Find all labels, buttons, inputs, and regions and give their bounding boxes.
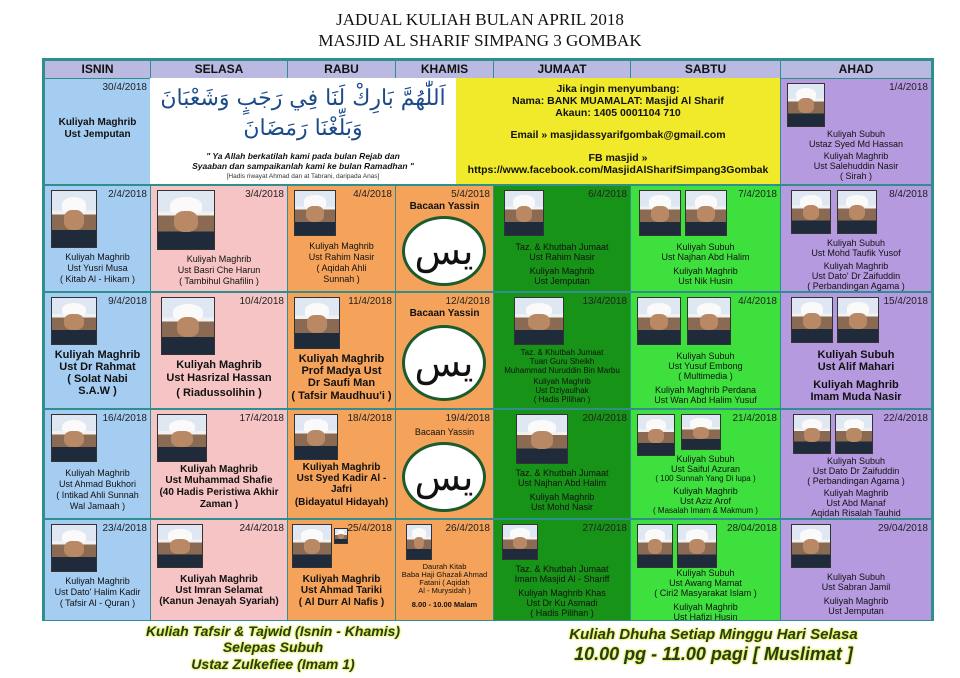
cell-line: Kuliyah Subuh — [676, 351, 735, 361]
cell-line: Kuliyah Maghrib — [823, 151, 889, 161]
cell-line: Taz. & Khutbah Jumaat — [520, 348, 604, 357]
cell-line: Kuliyah Maghrib — [180, 574, 258, 585]
speaker-photo — [637, 414, 675, 456]
dua-translation — [156, 151, 450, 171]
header-isnin: ISNIN — [45, 61, 150, 78]
footer-tafsir — [58, 623, 488, 675]
cell-line: Kuliyah Maghrib — [65, 576, 130, 586]
cell-line: Ust Yusuf Embong — [668, 361, 743, 371]
cell-line: Ust Mohd Nasir — [530, 502, 593, 512]
speaker-photo — [837, 190, 877, 234]
header-selasa: SELASA — [151, 61, 287, 78]
header-khamis: KHAMIS — [396, 61, 493, 78]
cell-selasa-w4 — [151, 410, 287, 518]
donation-line: Jika ingin menyumbang: — [556, 83, 680, 95]
cell-line: Ust Dato Dr Zaifuddin — [812, 466, 900, 476]
cell-khamis-w2 — [396, 186, 493, 291]
cell-line: Kuliyah Subuh — [826, 572, 886, 582]
cell-date: 16/4/2018 — [102, 413, 147, 424]
dua-translation-line2: Syaaban dan sampaikanlah kami ke bulan Ramadhan " — [192, 161, 414, 171]
cell-line: Ust Nik Husin — [678, 276, 733, 286]
header-rabu: RABU — [288, 61, 395, 78]
cell-isnin-w1 — [45, 79, 150, 184]
cell-line: Ustaz Syed Md Hassan — [808, 139, 904, 149]
cell-date: 17/4/2018 — [239, 413, 284, 424]
cell-line: Ust Ahmad Tariki — [300, 585, 383, 596]
cell-line: Ust Dziyaulhak — [535, 386, 589, 395]
cell-line: Ust Jemputan — [828, 606, 884, 616]
dua-panel — [150, 78, 456, 184]
footer-left-line2: Selepas Subuh — [222, 639, 324, 655]
cell-line: Kuliyah Maghrib — [180, 464, 258, 475]
cell-line: Kuliyah Maghrib — [823, 261, 889, 271]
speaker-photo — [677, 524, 717, 568]
cell-date: 18/4/2018 — [347, 413, 392, 424]
cell-line: Kuliyah Maghrib — [823, 488, 889, 498]
cell-date: 28/04/2018 — [726, 523, 777, 534]
cell-line: Ust Hasrizal Hassan — [166, 372, 272, 384]
yasin-emblem: يس — [402, 325, 486, 401]
cell-line: Zaman ) — [199, 499, 239, 510]
cell-line: Kuliyah Maghrib — [673, 602, 738, 612]
cell-line: Ust Dr Ku Asmadi — [526, 598, 598, 608]
cell-line: ( Al Durr Al Nafis ) — [298, 597, 385, 608]
cell-line: Ust Dato' Dr Zaifuddin — [811, 271, 901, 281]
cell-line: Ust Muhammad Shafie — [165, 475, 273, 486]
donation-email: Email » masjidassyarifgombak@gmail.com — [510, 129, 726, 141]
speaker-photo — [685, 190, 727, 236]
speaker-photo — [637, 524, 673, 568]
cell-line: ( Tafsir Maudhuu'i ) — [291, 390, 392, 402]
cell-rabu-w3 — [288, 293, 395, 408]
donation-bank: Nama: BANK MUAMALAT: Masjid Al Sharif — [512, 95, 724, 107]
cell-date: 3/4/2018 — [245, 189, 284, 200]
cell-date: 25/4/2018 — [347, 523, 392, 534]
cell-isnin-w5 — [45, 520, 150, 620]
cell-line: Ust Alif Mahari — [817, 361, 895, 373]
cell-isnin-w4 — [45, 410, 150, 518]
cell-date: 11/4/2018 — [348, 296, 392, 307]
cell-line: Kuliyah Subuh — [676, 242, 735, 252]
cell-ahad-w3 — [781, 293, 931, 408]
donation-fb-label: FB masjid » — [588, 152, 648, 164]
cell-line: Prof Madya Ust — [301, 365, 382, 377]
cell-date: 19/4/2018 — [445, 413, 490, 424]
cell-line: Ust Ahmad Bukhori — [58, 479, 137, 489]
cell-sabtu-w5 — [631, 520, 780, 620]
cell-line: Wal Jamaah ) — [69, 501, 126, 511]
cell-date: 15/4/2018 — [883, 296, 928, 307]
header-ahad: AHAD — [781, 61, 931, 78]
cell-line: Jafri — [330, 484, 353, 495]
cell-line: Ust Jemputan — [64, 129, 131, 140]
cell-khamis-w5 — [396, 520, 493, 620]
cell-date: 7/4/2018 — [738, 189, 777, 200]
cell-line: (40 Hadis Peristiwa Akhir — [159, 487, 279, 498]
speaker-photo — [502, 524, 538, 560]
speaker-photo — [161, 297, 215, 355]
speaker-photo — [406, 524, 432, 560]
speaker-photo — [294, 414, 338, 460]
cell-line: Dr Saufi Man — [307, 377, 376, 389]
speaker-photo — [687, 297, 731, 345]
cell-line: Ust Basri Che Harun — [177, 265, 261, 275]
cell-date: 10/4/2018 — [239, 296, 284, 307]
cell-line: Kuliyah Maghrib — [823, 596, 889, 606]
cell-line: ( Hadis Pilihan ) — [530, 608, 594, 618]
cell-date: 24/4/2018 — [239, 523, 284, 534]
speaker-photo — [837, 297, 879, 343]
cell-line: Kuliyah Subuh — [817, 349, 895, 361]
cell-rabu-w5 — [288, 520, 395, 620]
cell-line: Kuliyah Maghrib — [813, 379, 899, 391]
cell-line: Imam Muda Nasir — [810, 391, 902, 403]
cell-date: 2/4/2018 — [108, 189, 147, 200]
cell-line: Kuliyah Maghrib — [176, 359, 262, 371]
cell-line: Ust Dr Rahmat — [59, 361, 136, 373]
donation-fb-link[interactable]: https://www.facebook.com/MasjidAlSharifSimpang3Gombak — [467, 164, 769, 176]
cell-date: 13/4/2018 — [582, 296, 627, 307]
cell-line: ( Kitab Al - Hikam ) — [59, 274, 135, 284]
cell-line: Al - Murysidah ) — [418, 586, 471, 595]
cell-sabtu-w4 — [631, 410, 780, 518]
cell-line: Ust Imran Selamat — [175, 585, 263, 596]
cell-line: Ust Awang Mamat — [669, 578, 742, 588]
cell-date: 27/4/2018 — [582, 523, 627, 534]
cell-line: (Kanun Jenayah Syariah) — [159, 596, 279, 607]
speaker-photo — [294, 190, 336, 236]
cell-jumaat-w4 — [494, 410, 630, 518]
speaker-photo — [516, 414, 568, 464]
cell-line: Ust Yusri Musa — [67, 263, 128, 273]
cell-line: Kuliyah Maghrib — [529, 266, 595, 276]
dua-arabic — [156, 84, 450, 144]
page-title: JADUAL KULIAH BULAN APRIL 2018 — [336, 10, 624, 29]
header-jumaat: JUMAAT — [494, 61, 630, 78]
cell-line: Ust Jemputan — [534, 276, 590, 286]
cell-line: Taz. & Khutbah Jumaat — [515, 564, 609, 574]
cell-line: 8.00 - 10.00 Malam — [411, 600, 478, 609]
cell-line: Aqidah Risalah Tauhid — [811, 508, 901, 518]
cell-line: S.A.W ) — [78, 385, 117, 397]
cell-jumaat-w3 — [494, 293, 630, 408]
cell-line: Kuliyah Maghrib — [673, 486, 738, 496]
cell-ahad-w4 — [781, 410, 931, 518]
cell-line: Kuliyah Maghrib — [529, 492, 595, 502]
cell-line: Bacaan Yassin — [409, 201, 480, 212]
cell-line: Kuliyah Maghrib — [302, 574, 381, 585]
footer-left-line1: Kuliah Tafsir & Tajwid (Isnin - Khamis) — [145, 623, 401, 639]
speaker-photo — [787, 83, 825, 127]
cell-line: Kuliyah Maghrib — [298, 353, 385, 365]
cell-line: Kuliyah Maghrib — [309, 241, 374, 251]
speaker-photo — [51, 297, 97, 345]
speaker-photo — [791, 297, 833, 343]
cell-line: Ust Salehuddin Nasir — [813, 161, 899, 171]
cell-ahad-w1 — [781, 79, 931, 184]
speaker-photo — [835, 414, 873, 454]
cell-line: Kuliyah Maghrib — [65, 468, 130, 478]
cell-line: Kuliyah Maghrib — [54, 349, 141, 361]
speaker-photo — [791, 190, 831, 234]
cell-date: 29/04/2018 — [877, 523, 928, 534]
cell-line: ( Perbandingan Agama ) — [807, 281, 905, 291]
cell-line: ( Ciri2 Masyarakat Islam ) — [654, 588, 757, 598]
speaker-photo — [294, 297, 340, 349]
cell-line: Kuliyah Maghrib Perdana — [654, 385, 757, 395]
cell-date: 5/4/2018 — [451, 189, 490, 200]
cell-date: 30/4/2018 — [102, 82, 147, 93]
cell-line: Ust Hafizi Husin — [673, 612, 738, 620]
cell-jumaat-w2 — [494, 186, 630, 291]
cell-line: Ust Najhan Abd Halim — [661, 252, 750, 262]
cell-line: ( Riadussolihin ) — [176, 387, 262, 399]
cell-line: Kuliyah Maghrib — [186, 254, 252, 264]
cell-line: (Bidayatul Hidayah) — [294, 497, 389, 508]
cell-khamis-w4 — [396, 410, 493, 518]
cell-line: ( Intikad Ahli Sunnah — [56, 490, 139, 500]
cell-date: 26/4/2018 — [445, 523, 490, 534]
page-subtitle: MASJID AL SHARIF SIMPANG 3 GOMBAK — [318, 31, 642, 50]
cell-line: Kuliyah Subuh — [826, 456, 886, 466]
cell-ahad-w2 — [781, 186, 931, 291]
cell-line: Kuliyah Maghrib — [302, 462, 381, 473]
cell-line: Kuliyah Maghrib — [533, 377, 591, 386]
cell-line: ( Solat Nabi — [67, 373, 128, 385]
speaker-photo — [514, 297, 564, 345]
cell-line: Ust Najhan Abd Halim — [517, 478, 607, 488]
cell-line: Kuliyah Subuh — [676, 454, 735, 464]
cell-line: Ust Rahim Nasir — [308, 252, 375, 262]
dua-source: [Hadis riwayat Ahmad dan at Tabrani, daripada Anas] — [226, 173, 380, 180]
cell-jumaat-w5 — [494, 520, 630, 620]
cell-line: ( Hadis Pilihan ) — [533, 395, 591, 404]
cell-line: Bacaan Yassin — [409, 308, 480, 319]
cell-date: 6/4/2018 — [588, 189, 627, 200]
speaker-photo — [639, 190, 681, 236]
cell-selasa-w5 — [151, 520, 287, 620]
cell-line: Ust Abd Manaf — [826, 498, 886, 508]
cell-line: Imam Masjid Al - Shariff — [514, 574, 610, 584]
footer-right-line2: 10.00 pg - 11.00 pagi [ Muslimat ] — [574, 644, 853, 664]
cell-line: Daurah Kitab — [422, 562, 467, 571]
cell-line: ( Multimedia ) — [678, 371, 733, 381]
cell-isnin-w3 — [45, 293, 150, 408]
speaker-photo — [637, 297, 681, 345]
dua-translation-line1: " Ya Allah berkatilah kami pada bulan Rejab dan — [206, 151, 400, 161]
yasin-emblem: يس — [402, 216, 486, 286]
cell-date: 21/4/2018 — [732, 413, 777, 424]
speaker-photo — [793, 414, 831, 454]
speaker-photo — [157, 190, 215, 250]
speaker-photo-small — [334, 528, 348, 544]
cell-date: 4/4/2018 — [738, 296, 777, 307]
cell-line: Taz. & Khutbah Jumaat — [515, 468, 609, 478]
cell-ahad-w5 — [781, 520, 931, 620]
speaker-photo — [51, 524, 97, 572]
cell-line: Kuliyah Subuh — [676, 568, 735, 578]
speaker-photo — [51, 414, 97, 462]
speaker-photo — [681, 414, 721, 450]
cell-line: Tuan Guru Sheikh — [529, 357, 595, 366]
cell-line: Ust Mohd Taufik Yusof — [811, 248, 901, 258]
footer-dhuha — [493, 623, 934, 675]
cell-line: Kuliyah Maghrib — [58, 117, 137, 128]
cell-line: Ust Rahim Nasir — [529, 252, 595, 262]
cell-sabtu-w3 — [631, 293, 780, 408]
cell-line: Kuliyah Maghrib Khas — [518, 588, 606, 598]
cell-date: 20/4/2018 — [582, 413, 627, 424]
cell-line: Kuliyah Subuh — [826, 238, 886, 248]
speaker-photo — [51, 190, 97, 248]
cell-line: Taz. & Khutbah Jumaat — [515, 242, 609, 252]
cell-line: ( Perbandingan Agama ) — [807, 476, 905, 486]
cell-date: 8/4/2018 — [889, 189, 928, 200]
speaker-photo — [157, 524, 203, 568]
cell-line: Ust Saiful Azuran — [670, 464, 741, 474]
cell-line: Kuliyah Maghrib — [65, 252, 130, 262]
dua-arabic-line2: وَبَلِّغْنَا رَمَضَانَ — [243, 116, 363, 141]
cell-line: ( Masalah Imam & Makmum ) — [653, 506, 758, 515]
cell-line: Fatani ( Aqidah — [419, 578, 470, 587]
cell-rabu-w2 — [288, 186, 395, 291]
cell-selasa-w3 — [151, 293, 287, 408]
footer-left-line3: Ustaz Zulkefiee (Imam 1) — [191, 656, 355, 672]
header-sabtu: SABTU — [631, 61, 780, 78]
cell-date: 22/4/2018 — [883, 413, 928, 424]
cell-line: Muhammad Nuruddin Bin Marbu — [504, 366, 620, 375]
cell-date: 4/4/2018 — [353, 189, 392, 200]
cell-line: Bacaan Yassin — [414, 427, 475, 437]
cell-line: Sunnah ) — [323, 274, 360, 284]
dua-arabic-line1: اَللّٰهُمَّ بَارِكْ لَنَا فِي رَجَبٍ وَشَعْبَانَ — [160, 86, 446, 111]
footer-right-line1: Kuliah Dhuha Setiap Minggu Hari Selasa — [569, 626, 858, 643]
cell-sabtu-w2 — [631, 186, 780, 291]
cell-khamis-w3 — [396, 293, 493, 408]
speaker-photo — [157, 414, 207, 462]
cell-line: ( Aqidah Ahli — [316, 263, 367, 273]
cell-line: Baba Haji Ghazali Ahmad — [401, 570, 488, 579]
cell-date: 23/4/2018 — [102, 523, 147, 534]
cell-line: Ust Sabran Jamil — [821, 582, 891, 592]
donation-account: Akaun: 1405 0001104 710 — [555, 107, 681, 119]
yasin-emblem: يس — [402, 442, 486, 512]
cell-rabu-w4 — [288, 410, 395, 518]
cell-date: 12/4/2018 — [445, 296, 490, 307]
cell-isnin-w2 — [45, 186, 150, 291]
cell-line: ( Tafsir Al - Quran ) — [59, 598, 136, 608]
cell-line: Kuliyah Maghrib — [673, 266, 738, 276]
cell-date: 9/4/2018 — [108, 296, 147, 307]
speaker-photo — [292, 524, 332, 568]
cell-line: Ust Aziz Arof — [679, 496, 732, 506]
cell-date: 1/4/2018 — [889, 82, 928, 93]
donation-panel — [456, 78, 780, 184]
cell-line: ( Sirah ) — [839, 171, 872, 181]
cell-line: Ust Wan Abd Halim Yusuf — [654, 395, 757, 405]
cell-line: Kuliyah Subuh — [826, 129, 886, 139]
cell-selasa-w2 — [151, 186, 287, 291]
cell-line: Ust Syed Kadir Al - — [296, 473, 387, 484]
cell-line: Ust Dato' Halim Kadir — [54, 587, 141, 597]
speaker-photo — [504, 190, 544, 236]
cell-line: ( Tambihul Ghafilin ) — [179, 276, 259, 286]
cell-line: ( 100 Sunnah Yang Di lupa ) — [655, 474, 756, 483]
speaker-photo — [791, 524, 831, 568]
